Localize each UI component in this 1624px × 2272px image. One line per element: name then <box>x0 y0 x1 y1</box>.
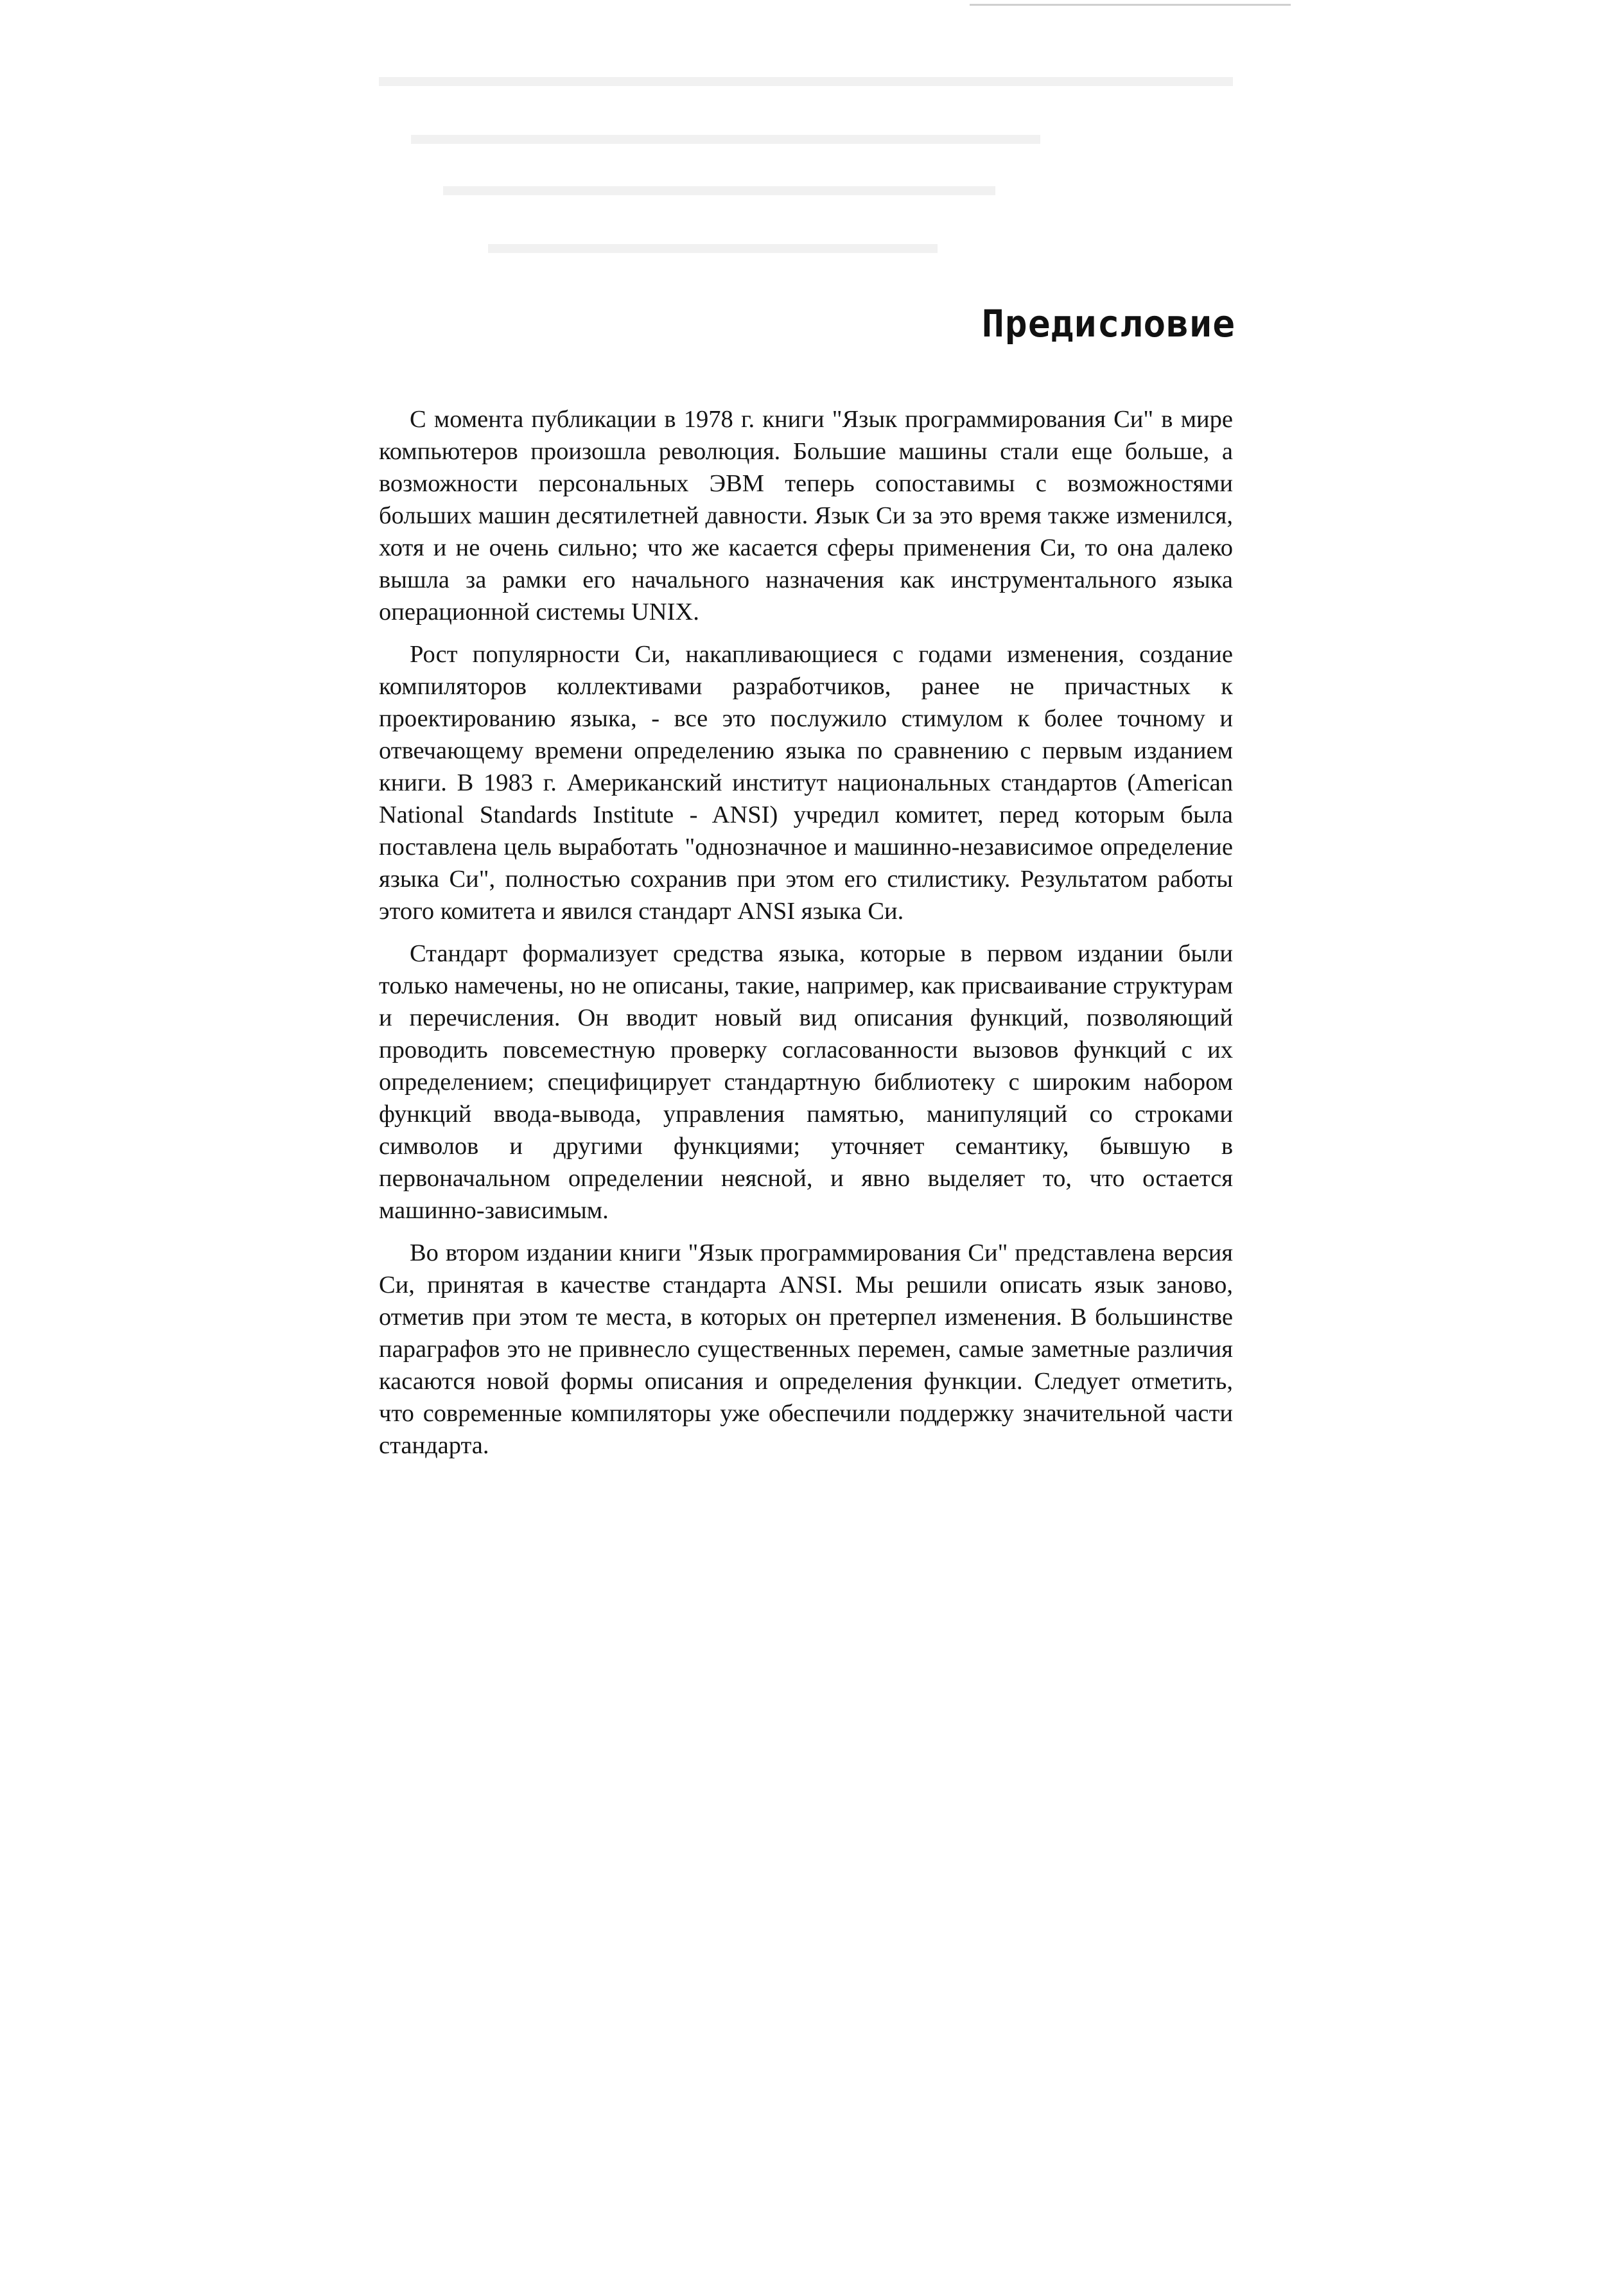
bleed-through-mark <box>379 77 1233 86</box>
paragraph: С момента публикации в 1978 г. книги "Язык программирования Си" в мире компьютеров произошла революция. Большие машины стали еще больше, а возможности персональных ЭВМ теперь сопоставимы с возможностями больших машин десятилетней давности. Язык Си за это время также изменился, хотя и не очень сильно; что же касается сферы применения Си, то она далеко вышла за рамки его начального назначения как инструментального языка операционной системы UNIX. <box>379 406 1233 625</box>
scan-edge-mark <box>970 4 1291 6</box>
paragraph: Рост популярности Си, накапливающиеся с годами изменения, создание компиляторов коллективами разработчиков, ранее не причастных к проектированию языка, - все это послужило стимулом к более точному и отвечающему времени определению языка по сравнению с первым изданием книги. В 1983 г. Американский институт национальных стандартов (American National Standards Institute - ANSI) учредил комитет, перед которым была поставлена цель выработать "однозначное и машинно-независимое определение языка Си", полностью сохранив при этом его стилистику. Результатом работы этого комитета и явился стандарт ANSI языка Си. <box>379 641 1233 925</box>
bleed-through-mark <box>488 244 938 253</box>
page-title: Предисловие <box>981 302 1235 345</box>
preface-text <box>379 403 1233 1472</box>
paragraph: Стандарт формализует средства языка, которые в первом издании были только намечены, но не описаны, такие, например, как присваивание структурам и перечисления. Он вводит новый вид описания функций, позволяющий проводить повсеместную проверку согласованности вызовов функций с их определением; специфицирует стандартную библиотеку с широким набором функций ввода-вывода, управления памятью, манипуляций со строками символов и другими функциями; уточняет семантику, бывшую в первоначальном определении неясной, и явно выделяет то, что остается машинно-зависимым. <box>379 940 1233 1224</box>
paragraph: Во втором издании книги "Язык программирования Си" представлена версия Си, принятая в качестве стандарта ANSI. Мы решили описать язык заново, отметив при этом те места, в которых он претерпел изменения. В большинстве параграфов это не привнесло существенных перемен, самые заметные различия касаются новой формы описания и определения функции. Следует отметить, что современные компиляторы уже обеспечили поддержку значительной части стандарта. <box>379 1239 1233 1459</box>
bleed-through-mark <box>411 135 1040 144</box>
bleed-through-mark <box>443 186 995 195</box>
